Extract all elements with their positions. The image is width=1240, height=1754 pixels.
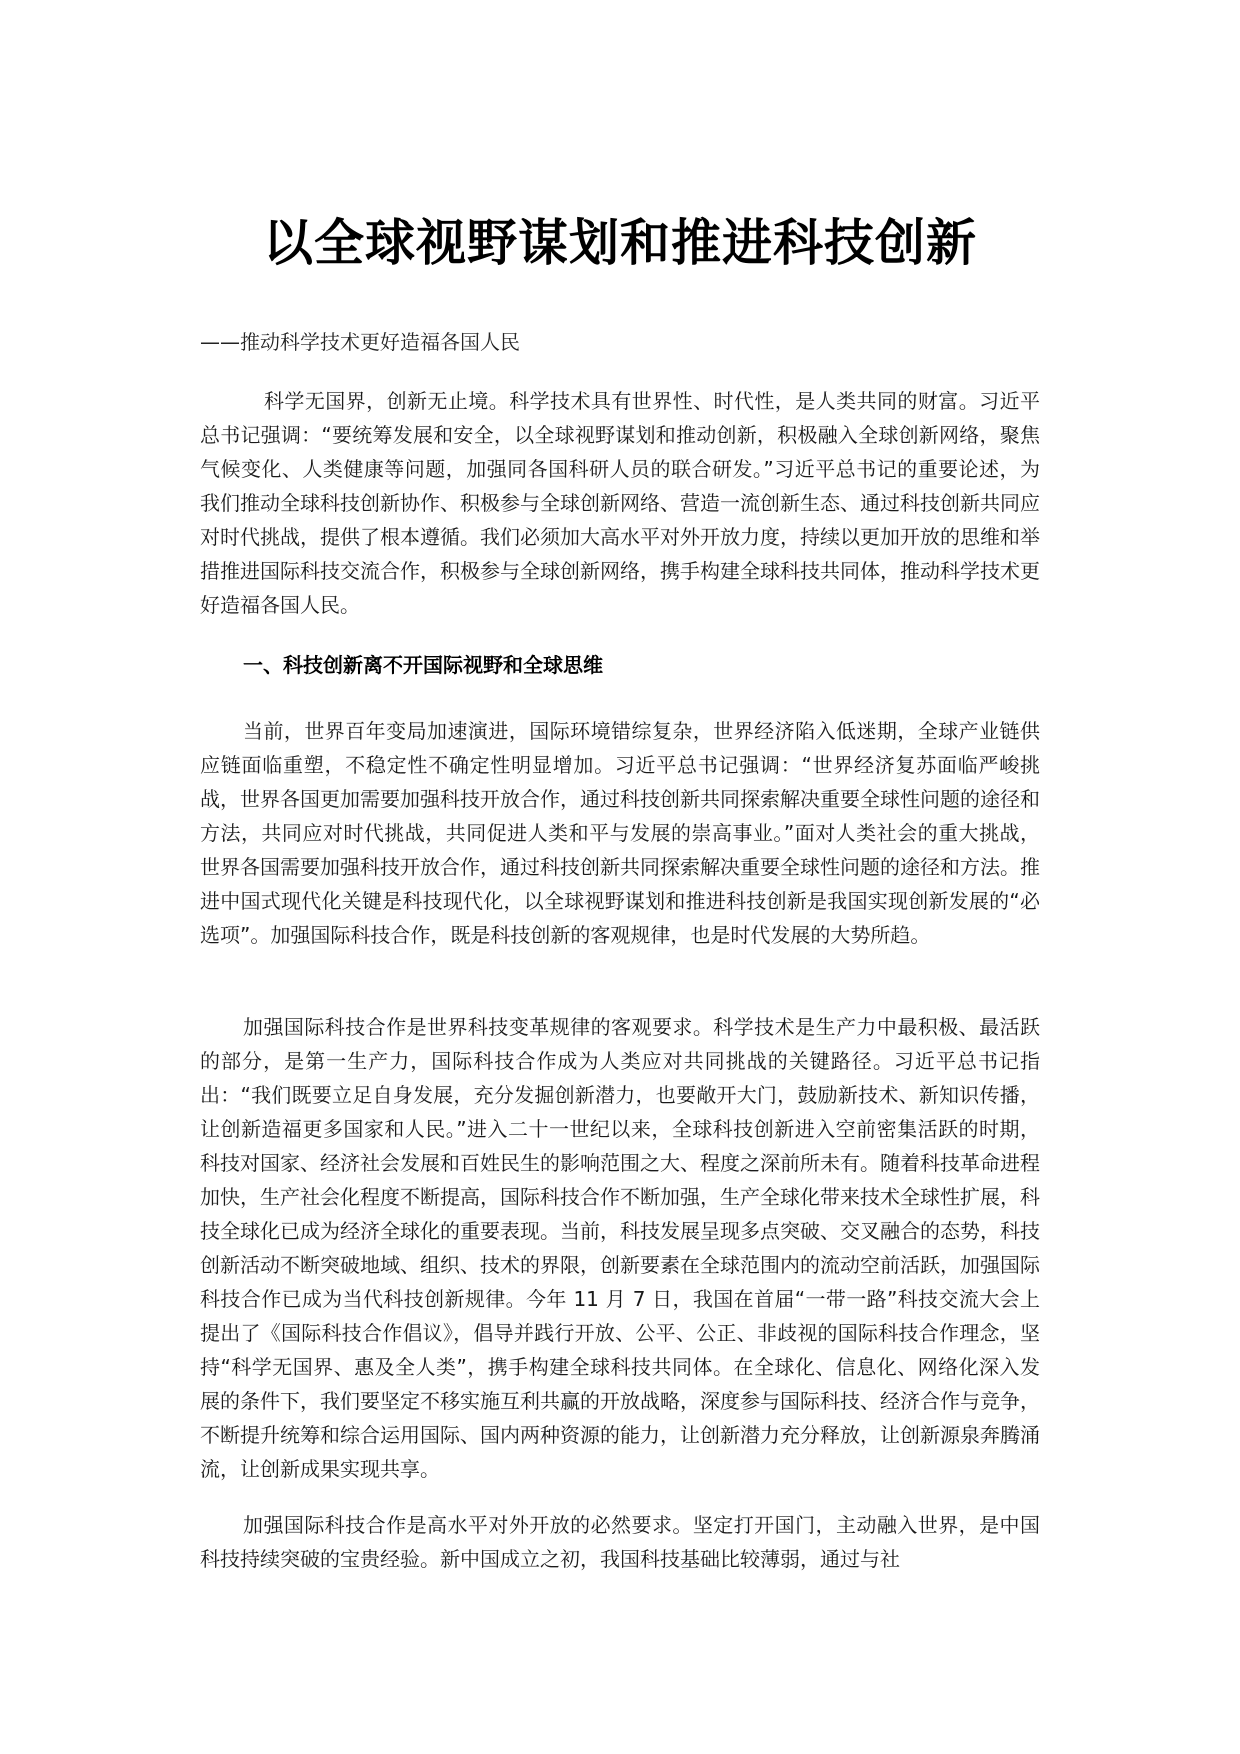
document-subtitle: ——推动科学技术更好造福各国人民 <box>200 330 520 354</box>
document-title: 以全球视野谋划和推进科技创新 <box>263 214 977 272</box>
body-paragraph: 加强国际科技合作是世界科技变革规律的客观要求。科学技术是生产力中最积极、最活跃的部分，是第一生产力，国际科技合作成为人类应对共同挑战的关键路径。习近平总书记指出：“我们既要立足自身发展，充分发掘创新潜力，也要敞开大门，鼓励新技术、新知识传播，让创新造福更多国家和人民。”进入二十一世纪以来，全球科技创新进入空前密集活跃的时期，科技对国家、经济社会发展和百姓民生的影响范围之大、程度之深前所未有。随着科技革命进程加快，生产社会化程度不断提高，国际科技合作不断加强，生产全球化带来技术全球性扩展，科技全球化已成为经济全球化的重要表现。当前，科技发展呈现多点突破、交叉融合的态势，科技创新活动不断突破地域、组织、技术的界限，创新要素在全球范围内的流动空前活跃，加强国际科技合作已成为当代科技创新规律。今年 11 月 7 日，我国在首届“一带一路”科技交流大会上提出了《国际科技合作倡议》，倡导并践行开放、公平、公正、非歧视的国际科技合作理念，坚持“科学无国界、惠及全人类”，携手构建全球科技共同体。在全球化、信息化、网络化深入发展的条件下，我们要坚定不移实施互利共赢的开放战略，深度参与国际科技、经济合作与竞争，不断提升统筹和综合运用国际、国内两种资源的能力，让创新潜力充分释放，让创新源泉奔腾涌流，让创新成果实现共享。 <box>200 1015 1040 1481</box>
body-paragraph: 当前，世界百年变局加速演进，国际环境错综复杂，世界经济陷入低迷期，全球产业链供应链面临重塑，不稳定性不确定性明显增加。习近平总书记强调：“世界经济复苏面临严峻挑战，世界各国更加需要加强科技开放合作，通过科技创新共同探索解决重要全球性问题的途径和方法，共同应对时代挑战，共同促进人类和平与发展的崇高事业。”面对人类社会的重大挑战，世界各国需要加强科技开放合作，通过科技创新共同探索解决重要全球性问题的途径和方法。推进中国式现代化关键是科技现代化，以全球视野谋划和推进科技创新是我国实现创新发展的“必选项”。加强国际科技合作，既是科技创新的客观规律，也是时代发展的大势所趋。 <box>200 719 1040 947</box>
intro-paragraph: 科学无国界，创新无止境。科学技术具有世界性、时代性，是人类共同的财富。习近平总书记强调：“要统筹发展和安全，以全球视野谋划和推动创新，积极融入全球创新网络，聚焦气候变化、人类健康等问题，加强同各国科研人员的联合研发。”习近平总书记的重要论述，为我们推动全球科技创新协作、积极参与全球创新网络、营造一流创新生态、通过科技创新共同应对时代挑战，提供了根本遵循。我们必须加大高水平对外开放力度，持续以更加开放的思维和举措推进国际科技交流合作，积极参与全球创新网络，携手构建全球科技共同体，推动科学技术更好造福各国人民。 <box>200 389 1040 617</box>
section-heading: 一、科技创新离不开国际视野和全球思维 <box>243 653 603 677</box>
body-paragraph: 加强国际科技合作是高水平对外开放的必然要求。坚定打开国门，主动融入世界，是中国科技持续突破的宝贵经验。新中国成立之初，我国科技基础比较薄弱，通过与社 <box>200 1513 1040 1571</box>
